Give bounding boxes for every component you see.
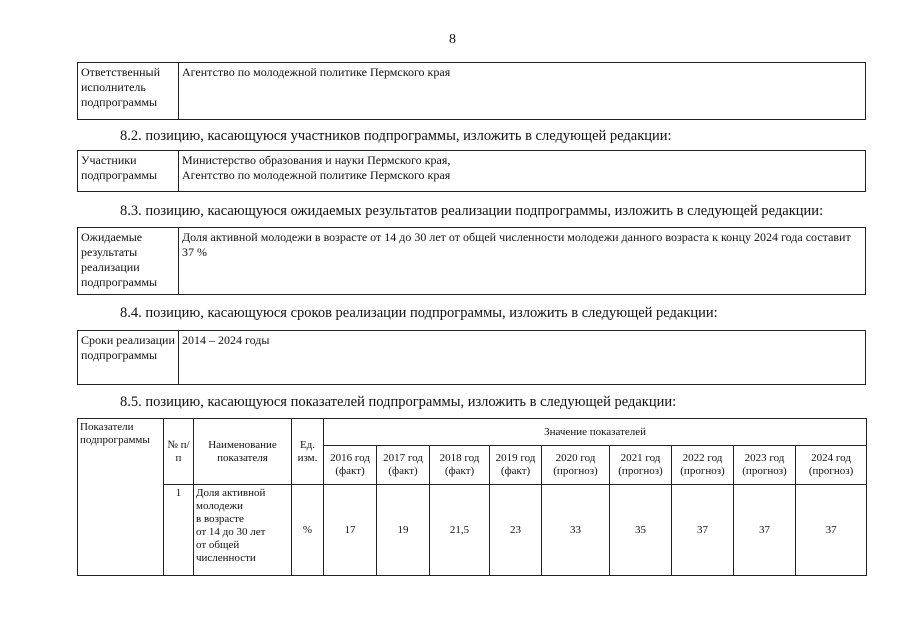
year-label: 2020 год: [555, 452, 596, 464]
year-kind: (факт): [500, 465, 531, 477]
year-label: 2017 год: [383, 452, 423, 464]
year-header-1: [324, 446, 377, 485]
year-header-6: [610, 446, 672, 485]
indicator-name: [194, 485, 292, 576]
indicator-name-line: от 14 до 30 лет: [196, 526, 266, 538]
timeline-value: 2014 – 2024 годы: [179, 331, 866, 385]
section-8-2-heading: 8.2. позицию, касающуюся участников подпрограммы, изложить в следующей редакции:: [120, 128, 672, 144]
expected-results-table: [77, 227, 866, 295]
page-number: 8: [449, 32, 456, 47]
year-header-8: [734, 446, 796, 485]
year-label: 2021 год: [620, 452, 661, 464]
year-header-7: [672, 446, 734, 485]
year-label: 2024 год: [811, 452, 851, 464]
responsible-executor-table: [77, 62, 866, 120]
timeline-table: [77, 330, 866, 385]
participants-label: Участники подпрограммы: [78, 151, 179, 192]
year-label: 2016 год: [330, 452, 370, 464]
section-8-3-heading: 8.3. позицию, касающуюся ожидаемых результатов реализации подпрограммы, изложить в следующей редакции:: [120, 203, 824, 219]
indicators-table: [77, 418, 867, 576]
year-kind: (факт): [388, 465, 418, 477]
indicator-name-line: молодежи: [196, 500, 243, 512]
indicator-name-line: от общей: [196, 539, 240, 551]
year-label: 2018 год: [439, 452, 480, 464]
year-kind: (прогноз): [553, 465, 598, 477]
year-kind: (прогноз): [808, 465, 854, 477]
year-label: 2022 год: [682, 452, 723, 464]
col-values-header: Значение показателей: [324, 419, 867, 446]
participants-value: [179, 151, 866, 192]
indicator-value-5: 33: [542, 485, 610, 576]
col-name-header: Наименование показателя: [194, 419, 292, 485]
responsible-executor-value: Агентство по молодежной политике Пермского края: [179, 63, 866, 120]
indicator-name-line: в возрасте: [196, 513, 244, 525]
year-header-3: [430, 446, 490, 485]
expected-results-label: Ожидаемые результаты реализации подпрограммы: [78, 228, 179, 295]
indicator-name-line: Доля активной: [196, 487, 266, 499]
expected-results-value: Доля активной молодежи в возрасте от 14 до 30 лет от общей численности молодежи данного возраста к концу 2024 года составит 37 %: [179, 228, 866, 295]
participants-value-line1: Министерство образования и науки Пермского края,: [182, 153, 451, 167]
row-unit: %: [292, 485, 324, 576]
section-8-4-heading: 8.4. позицию, касающуюся сроков реализации подпрограммы, изложить в следующей редакции:: [120, 305, 718, 321]
indicator-value-6: 35: [610, 485, 672, 576]
year-header-5: [542, 446, 610, 485]
participants-value-line2: Агентство по молодежной политике Пермского края: [182, 168, 451, 182]
year-label: 2019 год: [495, 452, 536, 464]
row-number: 1: [164, 485, 194, 576]
indicator-value-9: 37: [796, 485, 867, 576]
indicator-value-1: 17: [324, 485, 377, 576]
year-kind: (прогноз): [680, 465, 725, 477]
indicator-value-7: 37: [672, 485, 734, 576]
year-kind: (факт): [444, 465, 475, 477]
year-kind: (прогноз): [618, 465, 663, 477]
indicators-label: Показатели подпрограммы: [78, 419, 164, 576]
participants-table: [77, 150, 866, 192]
year-kind: (прогноз): [742, 465, 787, 477]
year-label: 2023 год: [744, 452, 785, 464]
section-8-5-heading: 8.5. позицию, касающуюся показателей подпрограммы, изложить в следующей редакции:: [120, 394, 677, 410]
indicator-value-3: 21,5: [430, 485, 490, 576]
year-header-9: [796, 446, 867, 485]
year-header-4: [490, 446, 542, 485]
responsible-executor-label: Ответственный исполнитель подпрограммы: [78, 63, 179, 120]
year-header-2: [377, 446, 430, 485]
indicator-value-2: 19: [377, 485, 430, 576]
indicator-value-8: 37: [734, 485, 796, 576]
year-kind: (факт): [335, 465, 365, 477]
col-number-header: № п/п: [164, 419, 194, 485]
indicator-value-4: 23: [490, 485, 542, 576]
indicator-name-line: численности: [196, 552, 256, 564]
timeline-label: Сроки реализации подпрограммы: [78, 331, 179, 385]
col-unit-header: Ед. изм.: [292, 419, 324, 485]
